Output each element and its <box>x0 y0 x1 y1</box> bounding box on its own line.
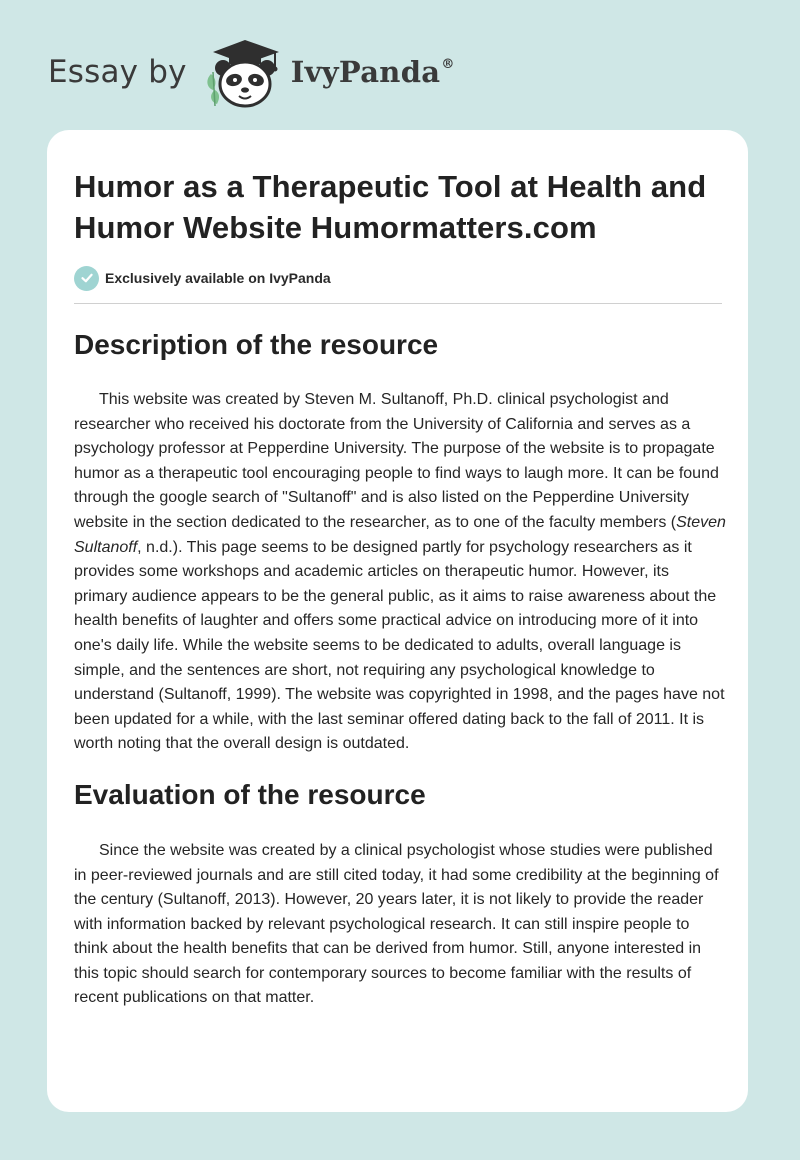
section-heading: Description of the resource <box>74 329 439 360</box>
brand-name[interactable]: IvyPanda® <box>290 55 455 89</box>
article-card <box>47 130 748 1112</box>
citation-italic: Steven Sultanoff <box>74 513 726 556</box>
section-description <box>74 328 726 757</box>
page-title: Humor as a Therapeutic Tool at Health and Humor Website Humormatters.com <box>74 169 707 245</box>
section-heading: Evaluation of the resource <box>74 778 426 810</box>
essay-by-label: Essay by <box>48 54 187 90</box>
paragraph: This website was created by Steven M. Sultanoff, Ph.D. clinical psychologist and researcher who received his doctorate from the University of California and serves as a psychology professor at Pepperdine University. The purpose of the website is to propagate humor as a therapeutic tool encouraging people to find ways to laugh more. It can be found through the google search of "Sultanoff" and is also listed on the Pepperdine University website in the section dedicated to the researcher, as to one of the faculty members (Steven Sultanoff, n.d.). This page seems to be designed partly for psychology researchers as it provides some workshops and academic articles on therapeutic humor. However, its primary audience appears to be the general public, as it aims to raise awareness about the health benefits of laughter and offers some practical advice on introducing more of it into one's daily life. While the website seems to be dedicated to adults, overall language is simple, and the sentences are short, not requiring any psychological knowledge to understand (Sultanoff, 1999). The website was copyrighted in 1998, and the pages have not been updated for a while, with the last seminar offered dating back to the fall of 2011. It is worth noting that the overall design is outdated. <box>74 391 726 753</box>
divider <box>74 303 722 304</box>
panda-graduation-cap-icon <box>201 34 289 110</box>
exclusive-badge-text: Exclusively available on IvyPanda <box>105 270 331 286</box>
registered-mark: ® <box>441 57 455 72</box>
check-icon <box>74 266 99 291</box>
site-header <box>48 34 455 110</box>
paragraph: Since the website was created by a clinical psychologist whose studies were published in peer-reviewed journals and are still cited today, it had some credibility at the beginning of the century (Sultanoff, 2013). However, 20 years later, it is not likely to provide the reader with information backed by relevant psychological research. It can still inspire people to think about the health benefits that can be derived from humor. Still, anyone interested in this topic should search for contemporary sources to become familiar with the results of recent publications on that matter. <box>74 841 719 1007</box>
section-evaluation <box>74 778 722 1011</box>
exclusive-badge <box>74 265 722 291</box>
